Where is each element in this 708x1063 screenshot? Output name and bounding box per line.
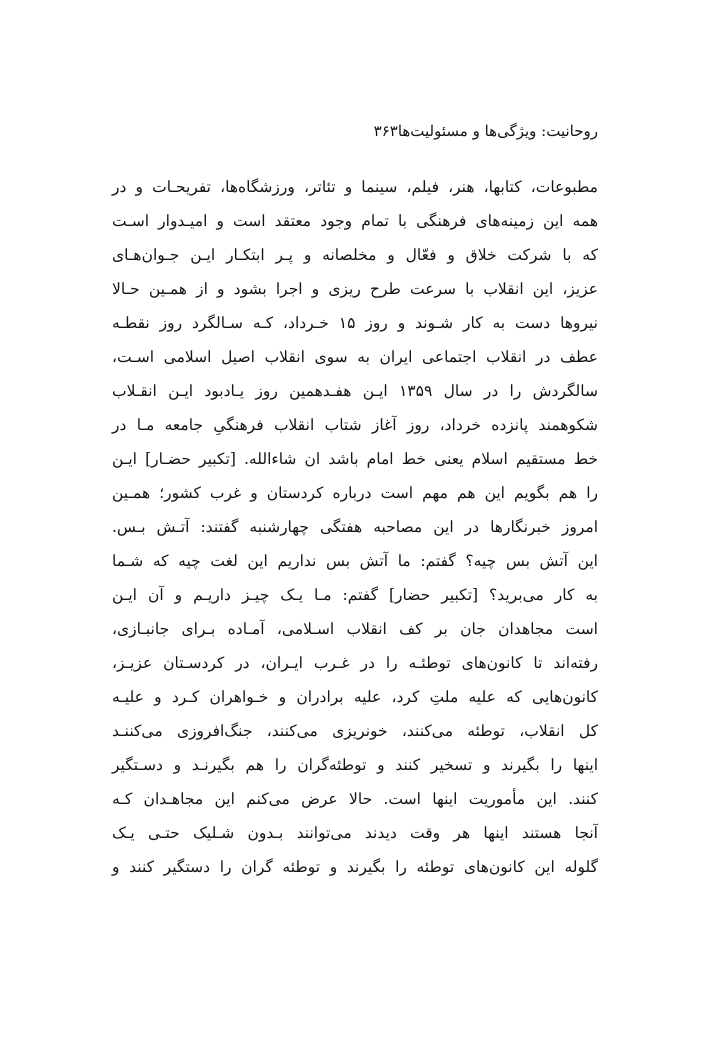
running-title: روحانیت: ویژگی‌ها و مسئولیت‌ها — [397, 122, 598, 140]
text-line: شکوهمند پانزده خرداد، روز آغاز شتاب انقلاب فرهنگیِ جامعه مـا در — [112, 416, 598, 434]
page-number: ۳۶۳ — [373, 122, 398, 140]
text-line: کانون‌هایی که علیه ملتِ کرد، علیه برادران و خـواهران کـرد و علیـه — [112, 688, 598, 706]
text-line: امروز خبرنگارها در این مصاحبه هفتگی چهارشنبه گفتند: آتـش بـس. — [112, 518, 598, 536]
text-line: به کار می‌برید؟ [تکبیر حضار] گفتم: مـا یـک چیـز داریـم و آن ایـن — [112, 586, 598, 604]
text-line: کل انقلاب، توطئه می‌کنند، خونریزی می‌کنند، جنگ‌افروزی می‌کننـد — [112, 722, 598, 740]
text-line: عزیز، این انقلاب با سرعت طرح ریزی و اجرا بشود و از همـین حـالا — [112, 280, 598, 298]
text-line: همه این زمینه‌های فرهنگی با تمام وجود معتقد است و امیـدوار اسـت — [112, 212, 598, 230]
text-line: این آتش بس چیه؟ گفتم: ما آتش بس نداریم این لغت چیه که شـما — [112, 552, 598, 570]
text-line: مطبوعات، کتابها، هنر، فیلم، سینما و تئاتر، ورزشگاه‌ها، تفریحـات و در — [112, 178, 598, 196]
text-line: است مجاهدان جان بر کف انقلاب اسـلامی، آمـاده بـرای جانبـازی، — [112, 620, 598, 638]
text-line: آنجا هستند اینها هر وقت دیدند می‌توانند بـدون شـلیک حتـی یـک — [112, 824, 598, 842]
text-line: عطف در انقلاب اجتماعی ایران به سوی انقلاب اصیل اسلامی اسـت، — [112, 348, 598, 366]
text-line: خط مستقیم اسلام یعنی خط امام باشد ان شاءالله. [تکبیر حضـار] ایـن — [112, 450, 598, 468]
text-line: رفته‌اند تا کانون‌های توطئـه را در غـرب ایـران، در کردسـتان عزیـز، — [112, 654, 598, 672]
text-line: نیروها دست به کار شـوند و روز ۱۵ خـرداد، کـه سـالگرد روز نقطـه — [112, 314, 598, 332]
body-text — [112, 170, 598, 884]
text-line: گلوله این کانون‌های توطئه را بگیرند و توطئه گران را دستگیر کنند و — [112, 858, 598, 876]
text-line: که با شرکت خلاق و فعّال و مخلصانه و پـر ابتکـار ایـن جـوان‌هـای — [112, 246, 598, 264]
text-line: اینها را بگیرند و تسخیر کنند و توطئه‌گران را هم بگیرنـد و دسـتگیر — [112, 756, 598, 774]
running-header — [110, 121, 598, 141]
text-line: سالگردش را در سال ۱۳۵۹ ایـن هفـدهمین روز یـادبود ایـن انقـلاب — [112, 382, 598, 400]
text-line: را هم بگویم این هم مهم است درباره کردستان و غرب کشور؛ همـین — [112, 484, 598, 502]
text-line: کنند. این مأموریت اینها است. حالا عرض می‌کنم این مجاهـدان کـه — [112, 790, 598, 808]
